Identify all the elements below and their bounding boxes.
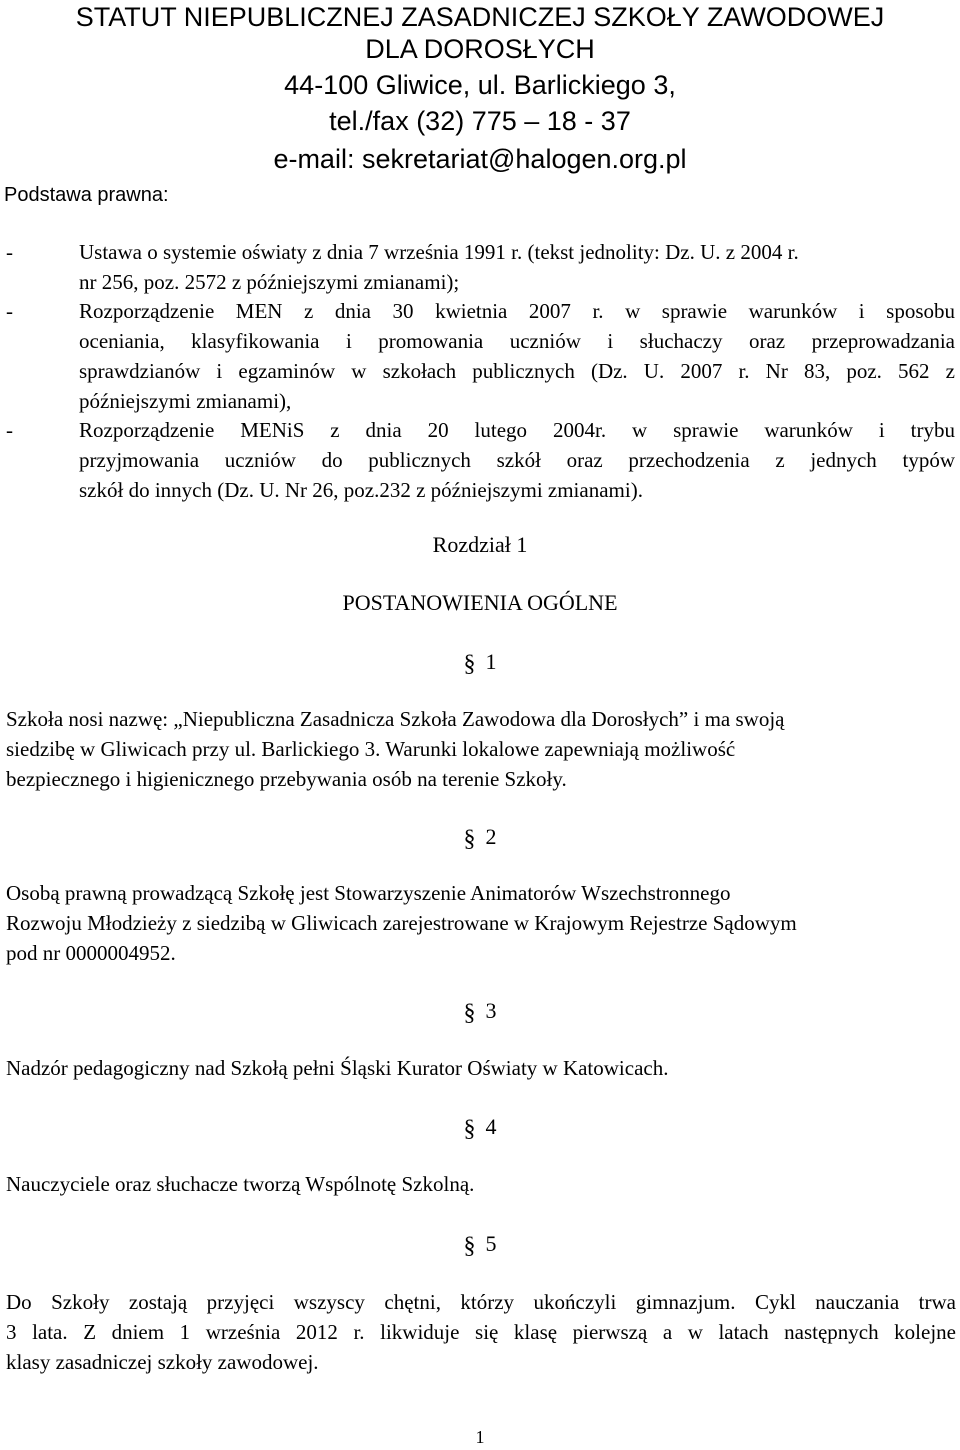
legal-basis-item-3-line-2: przyjmowania uczniów do publicznych szkół oraz przechodzenia z jednych typów [79,448,955,472]
section-heading-5 [0,1229,960,1259]
legal-basis-item-2-line-2: oceniania, klasyfikowania i promowania uczniów i słuchaczy oraz przeprowadzania [79,329,955,353]
legal-basis-dash-1: - [6,240,13,264]
section-1-line-2: siedzibę w Gliwicach przy ul. Barlickiego 3. Warunki lokalowe zapewniają możliwość [6,737,736,761]
section-1-line-1: Szkoła nosi nazwę: „Niepubliczna Zasadnicza Szkoła Zawodowa dla Dorosłych” i ma swoją [6,707,785,731]
section-heading-1 [0,647,960,677]
school-address: 44-100 Gliwice, ul. Barlickiego 3, [284,70,676,100]
section-heading-4 [0,1112,960,1142]
legal-basis-item-2-line-4: późniejszymi zmianami), [79,389,292,413]
legal-basis-item-2-line-1: Rozporządzenie MEN z dnia 30 kwietnia 2007 r. w sprawie warunków i sposobu [79,299,955,323]
statute-title-line-1: STATUT NIEPUBLICZNEJ ZASADNICZEJ SZKOŁY ZAWODOWEJ [75,2,885,32]
section-number: 2 [485,824,497,849]
paragraph-sign: § [463,1000,476,1026]
section-5-line-1: Do Szkoły zostają przyjęci wszyscy chętni, którzy ukończyli gimnazjum. Cykl nauczania trwa [6,1290,956,1314]
school-phone-fax: tel./fax (32) 775 – 18 - 37 [329,106,631,136]
section-2-line-1: Osobą prawną prowadzącą Szkołę jest Stowarzyszenie Animatorów Wszechstronnego [6,881,731,905]
section-number: 1 [485,649,497,674]
section-number: 4 [485,1114,497,1139]
section-4-line-1: Nauczyciele oraz słuchacze tworzą Wspólnotę Szkolną. [6,1172,475,1196]
legal-basis-item-3-line-1: Rozporządzenie MENiS z dnia 20 lutego 2004r. w sprawie warunków i trybu [79,418,955,442]
chapter-title: POSTANOWIENIA OGÓLNE [342,590,618,615]
section-heading-2 [0,822,960,852]
legal-basis-item-1-line-1: Ustawa o systemie oświaty z dnia 7 września 1991 r. (tekst jednolity: Dz. U. z 2004 r. [79,240,799,264]
section-1-line-3: bezpiecznego i higienicznego przebywania osób na terenie Szkoły. [6,767,567,791]
statute-title-line-2: DLA DOROSŁYCH [365,34,595,64]
legal-basis-item-1-line-2: nr 256, poz. 2572 z późniejszymi zmianami); [79,270,460,294]
paragraph-sign: § [463,826,476,852]
chapter-label: Rozdział 1 [432,532,528,557]
paragraph-sign: § [463,651,476,677]
section-number: 3 [485,998,497,1023]
legal-basis-label: Podstawa prawna: [4,184,169,206]
legal-basis-item-2-line-3: sprawdzianów i egzaminów w szkołach publicznych (Dz. U. 2007 r. Nr 83, poz. 562 z [79,359,955,383]
section-2-line-3: pod nr 0000004952. [6,941,176,965]
section-2-line-2: Rozwoju Młodzieży z siedzibą w Gliwicach zarejestrowane w Krajowym Rejestrze Sądowym [6,911,797,935]
legal-basis-item-3-line-3: szkół do innych (Dz. U. Nr 26, poz.232 z późniejszymi zmianami). [79,478,643,502]
page-number: 1 [475,1427,485,1447]
section-3-line-1: Nadzór pedagogiczny nad Szkołą pełni Śląski Kurator Oświaty w Katowicach. [6,1056,669,1080]
section-5-line-3: klasy zasadniczej szkoły zawodowej. [6,1350,319,1374]
school-email: e-mail: sekretariat@halogen.org.pl [273,144,687,174]
section-number: 5 [485,1231,497,1256]
paragraph-sign: § [463,1116,476,1142]
legal-basis-dash-3: - [6,418,13,442]
legal-basis-dash-2: - [6,299,13,323]
paragraph-sign: § [463,1233,476,1259]
section-5-line-2: 3 lata. Z dniem 1 września 2012 r. likwiduje się klasę pierwszą a w latach następnych kolejne [6,1320,956,1344]
section-heading-3 [0,996,960,1026]
